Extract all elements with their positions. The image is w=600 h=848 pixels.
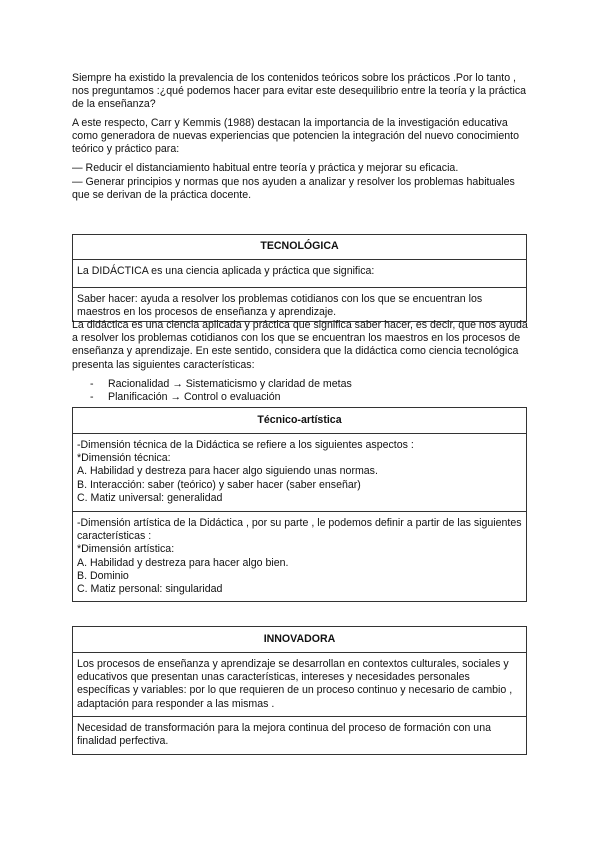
innovadora-title: INNOVADORA — [263, 633, 336, 645]
tecnica-line: B. Interacción: saber (teórico) y saber hacer (saber enseñar) — [77, 478, 361, 491]
artistica-block — [73, 511, 526, 601]
artistica-line: B. Dominio — [77, 569, 129, 582]
list-bullet: - — [90, 378, 94, 390]
intro-point-2: — Generar principios y normas que nos ayuden a analizar y resolver los problemas habituales que se derivan de la práctica docente. — [72, 176, 515, 202]
artistica-line: -Dimensión artística de la Didáctica , por su parte , le podemos definir a partir de las siguientes características : — [77, 517, 522, 543]
list-item — [90, 391, 281, 404]
tecnica-line: A. Habilidad y destreza para hacer algo siguiendo unas normas. — [77, 465, 378, 478]
artistica-line: *Dimensión artística: — [77, 543, 175, 556]
didactica-paragraph: La didáctica es una ciencia aplicada y práctica que significa saber hacer, es decir, que nos ayuda a resolver los problemas cotidianos con los que se encuentran los maestros en los procesos de enseñanza y aprendizaje. En este sentido, considera que la didáctica como ciencia tecnológica presenta las siguientes características: — [72, 319, 528, 371]
list-item-text: Racionalidad → Sistematicismo y claridad de metas — [108, 378, 352, 390]
list-item-text: Planificación → Control o evaluación — [108, 391, 281, 403]
artistica-line: C. Matiz personal: singularidad — [77, 583, 223, 596]
tecnico-artistica-table — [72, 407, 527, 602]
tecnologica-row-1: La DIDÁCTICA es una ciencia aplicada y práctica que significa: — [73, 259, 526, 287]
tecnica-line: C. Matiz universal: generalidad — [77, 491, 223, 504]
innovadora-row-1: Los procesos de enseñanza y aprendizaje se desarrollan en contextos culturales, sociales y educativos que presentan unas características, intereses y necesidades personales específicas y variables: por lo que requieren de un proceso continuo y necesario de cambio , adaptación para responder a las mismas . — [73, 652, 526, 716]
innovadora-table — [72, 626, 527, 755]
innovadora-row-2: Necesidad de transformación para la mejora continua del proceso de formación con una finalidad perfectiva. — [73, 716, 526, 754]
tecnologica-row-2: Saber hacer: ayuda a resolver los problemas cotidianos con los que se encuentran los maestros en los procesos de enseñanza y aprendizaje. — [73, 287, 526, 321]
artistica-line: A. Habilidad y destreza para hacer algo bien. — [77, 556, 289, 569]
tecnologica-title: TECNOLÓGICA — [260, 240, 339, 252]
list-item — [90, 378, 352, 391]
intro-point-1: — Reducir el distanciamiento habitual entre teoría y práctica y mejorar su eficacia. — [72, 162, 459, 174]
tecnica-block — [73, 433, 526, 511]
tecnica-line: -Dimensión técnica de la Didáctica se refiere a los siguientes aspectos : — [77, 439, 414, 451]
tecnico-artistica-title: Técnico-artística — [257, 414, 342, 426]
intro-paragraph-1: Siempre ha existido la prevalencia de los contenidos teóricos sobre los prácticos .Por lo tanto , nos preguntamos :¿qué podemos hacer para evitar este desequilibrio entre la teoría y la práctica de la enseñanza? — [72, 72, 527, 111]
list-bullet: - — [90, 391, 94, 403]
tecnica-line: *Dimensión técnica: — [77, 452, 171, 465]
tecnologica-table — [72, 234, 527, 322]
intro-paragraph-2: A este respecto, Carr y Kemmis (1988) destacan la importancia de la investigación educativa como generadora de nuevas experiencias que potencien la integración del nuevo conocimiento teórico y práctico para: — [72, 117, 520, 156]
